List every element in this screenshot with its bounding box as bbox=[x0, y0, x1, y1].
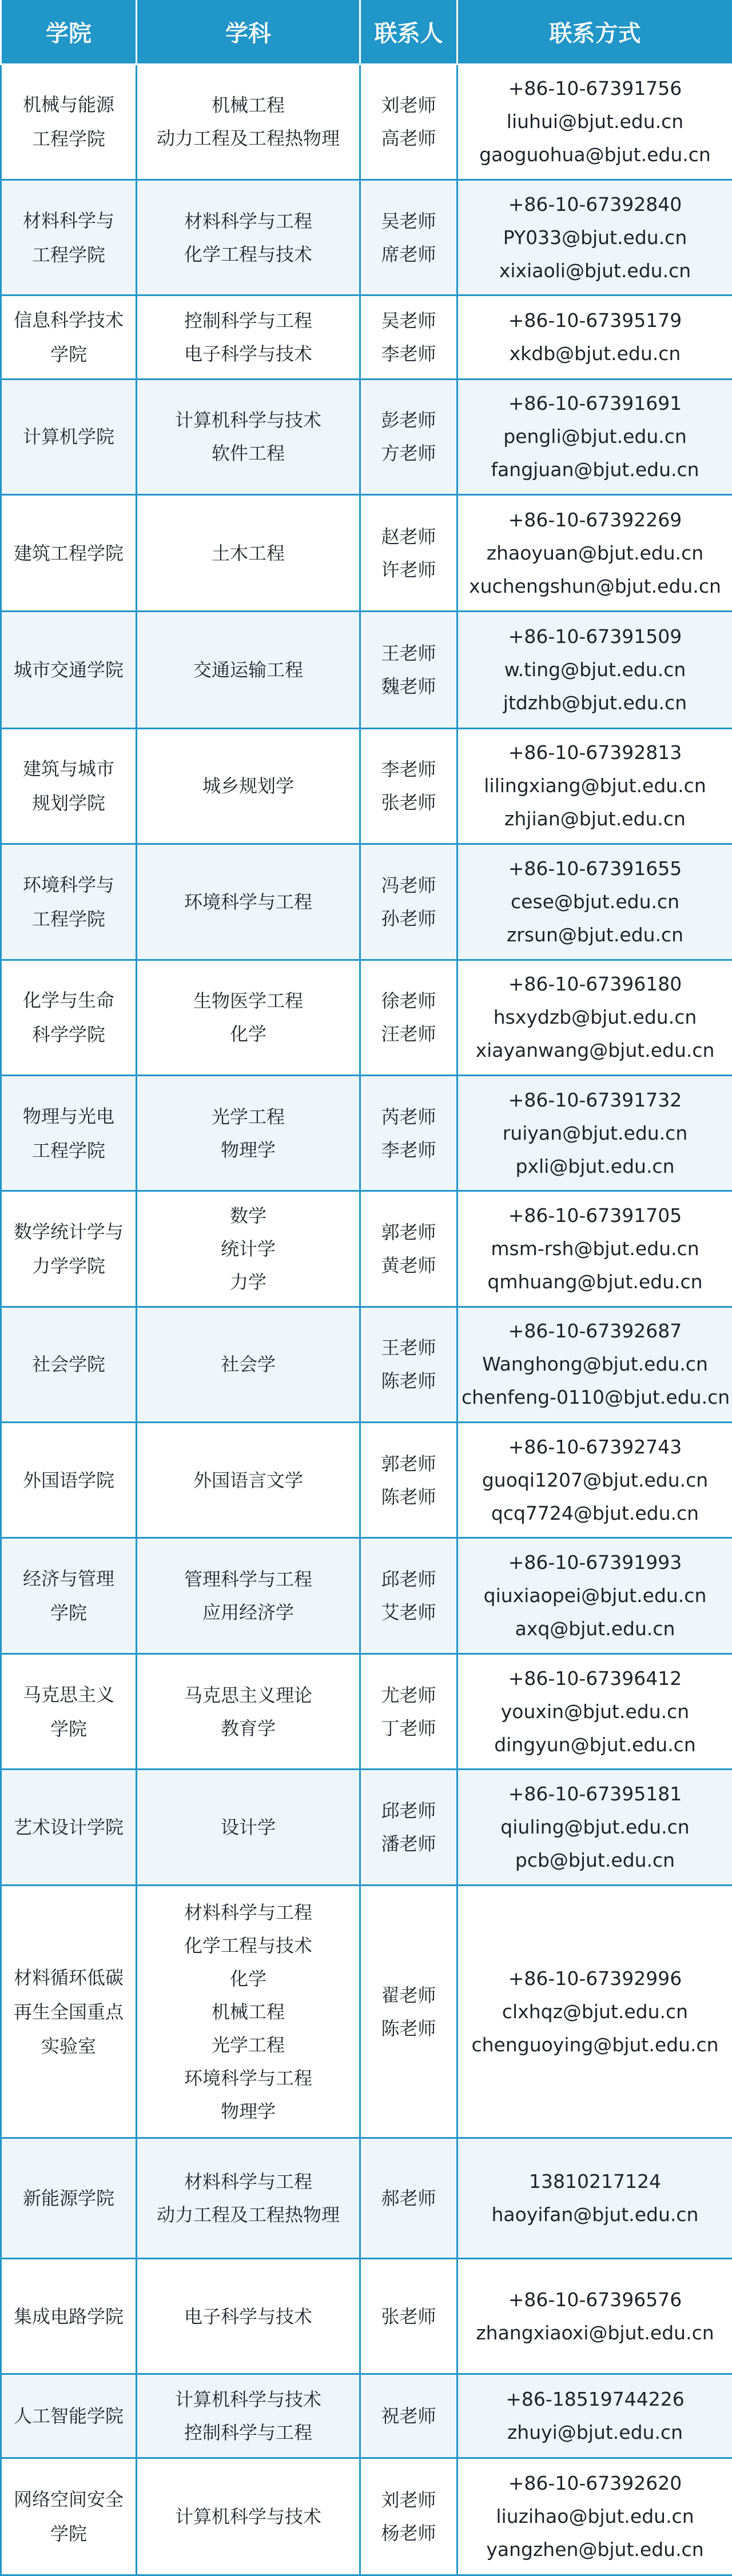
discipline-line: 社会学 bbox=[220, 1353, 276, 1376]
contact-method-line: +86-10-67391655 bbox=[508, 857, 682, 880]
contact-method-line: +86-10-67395181 bbox=[508, 1782, 682, 1805]
college-line: 新能源学院 bbox=[22, 2187, 114, 2210]
college-line: 工程学院 bbox=[31, 128, 105, 150]
college-line: 物理与光电 bbox=[22, 1105, 114, 1127]
college-line: 集成电路学院 bbox=[13, 2305, 124, 2327]
contact-method-line: yangzhen@bjut.edu.cn bbox=[486, 2538, 704, 2561]
table-row bbox=[1, 179, 732, 295]
contact-method-cell bbox=[458, 1423, 732, 1538]
college-cell bbox=[1, 1191, 137, 1307]
discipline-line: 软件工程 bbox=[211, 442, 285, 465]
contact-person-cell bbox=[360, 379, 458, 494]
contact-person-line: 杨老师 bbox=[381, 2522, 436, 2544]
contact-method-cell bbox=[458, 1770, 732, 1885]
college-line: 规划学院 bbox=[31, 792, 105, 814]
discipline-line: 外国语言文学 bbox=[193, 1469, 303, 1491]
college-cell bbox=[1, 379, 137, 494]
contact-method-line: +86-18519744226 bbox=[506, 2387, 685, 2410]
discipline-line: 动力工程及工程热物理 bbox=[156, 2204, 340, 2226]
contact-method-line: pengli@bjut.edu.cn bbox=[503, 425, 687, 448]
college-line: 工程学院 bbox=[31, 1139, 105, 1161]
college-line: 马克思主义 bbox=[22, 1683, 114, 1706]
college-line: 学院 bbox=[50, 343, 87, 365]
discipline-line: 物理学 bbox=[220, 2100, 276, 2122]
contact-method-line: zhangxiaoxi@bjut.edu.cn bbox=[476, 2321, 714, 2344]
discipline-cell bbox=[137, 1538, 360, 1654]
table-header bbox=[1, 0, 732, 64]
contact-person-line: 郝老师 bbox=[381, 2187, 436, 2210]
contact-person-cell bbox=[360, 960, 458, 1075]
college-line: 学院 bbox=[50, 1602, 87, 1624]
header-contact-person: 联系人 bbox=[360, 0, 458, 64]
college-cell bbox=[1, 1770, 137, 1885]
table-row bbox=[1, 612, 732, 728]
contact-person-line: 高老师 bbox=[381, 127, 436, 150]
college-line: 计算机学院 bbox=[22, 426, 114, 448]
discipline-line: 化学工程与技术 bbox=[184, 1934, 312, 1956]
contact-person-cell bbox=[360, 1885, 458, 2138]
contact-method-line: chenguoying@bjut.edu.cn bbox=[471, 2033, 719, 2056]
discipline-line: 计算机科学与技术 bbox=[174, 2505, 321, 2527]
contact-method-line: xiayanwang@bjut.edu.cn bbox=[475, 1039, 715, 1062]
table-row bbox=[1, 728, 732, 844]
contact-method-line: gaoguohua@bjut.edu.cn bbox=[479, 143, 711, 166]
table-row bbox=[1, 1885, 732, 2138]
discipline-cell bbox=[137, 2458, 360, 2575]
contact-person-cell bbox=[360, 295, 458, 379]
discipline-cell bbox=[137, 494, 360, 611]
table-row bbox=[1, 1538, 732, 1654]
contact-person-line: 邱老师 bbox=[381, 1568, 436, 1591]
contact-method-line: pcb@bjut.edu.cn bbox=[515, 1848, 675, 1871]
contact-person-cell bbox=[360, 2374, 458, 2458]
discipline-cell bbox=[137, 1075, 360, 1191]
contact-person-line: 潘老师 bbox=[381, 1832, 436, 1855]
discipline-line: 光学工程 bbox=[211, 2034, 285, 2056]
college-cell bbox=[1, 1538, 137, 1654]
contact-method-line: axq@bjut.edu.cn bbox=[515, 1618, 675, 1640]
contact-method-line: +86-10-67392996 bbox=[508, 1967, 682, 1990]
contact-method-cell bbox=[458, 1654, 732, 1769]
college-cell bbox=[1, 1307, 137, 1422]
table-row bbox=[1, 2374, 732, 2458]
contact-method-line: qcq7724@bjut.edu.cn bbox=[491, 1501, 699, 1524]
table-row bbox=[1, 960, 732, 1075]
table-body bbox=[1, 64, 732, 2575]
contact-method-line: liuzihao@bjut.edu.cn bbox=[496, 2505, 694, 2527]
college-line: 力学学院 bbox=[31, 1255, 105, 1277]
contact-method-line: +86-10-67395179 bbox=[508, 309, 682, 332]
contact-method-cell bbox=[458, 179, 732, 295]
contact-method-cell bbox=[458, 2458, 732, 2575]
discipline-cell bbox=[137, 1191, 360, 1307]
college-cell bbox=[1, 728, 137, 844]
contact-person-line: 王老师 bbox=[381, 642, 436, 665]
discipline-line: 动力工程及工程热物理 bbox=[156, 127, 340, 150]
table-row bbox=[1, 1654, 732, 1769]
contact-person-line: 彭老师 bbox=[381, 409, 436, 432]
contact-method-line: +86-10-67392687 bbox=[508, 1320, 682, 1343]
discipline-line: 教育学 bbox=[220, 1717, 276, 1739]
table-row bbox=[1, 379, 732, 494]
contact-method-cell bbox=[458, 64, 732, 179]
discipline-line: 电子科学与技术 bbox=[184, 342, 312, 365]
contact-person-cell bbox=[360, 179, 458, 295]
discipline-line: 材料科学与工程 bbox=[184, 210, 312, 232]
college-line: 信息科学技术 bbox=[13, 309, 124, 331]
contact-method-line: zhjian@bjut.edu.cn bbox=[504, 808, 686, 830]
contact-method-line: cese@bjut.edu.cn bbox=[510, 890, 680, 913]
contact-method-line: guoqi1207@bjut.edu.cn bbox=[482, 1468, 709, 1491]
discipline-line: 马克思主义理论 bbox=[184, 1684, 312, 1706]
contact-method-line: +86-10-67396576 bbox=[508, 2288, 682, 2311]
college-line: 工程学院 bbox=[31, 243, 105, 266]
contact-person-line: 李老师 bbox=[381, 1139, 436, 1161]
contact-method-cell bbox=[458, 728, 732, 844]
contact-method-cell bbox=[458, 612, 732, 728]
contact-method-line: +86-10-67391691 bbox=[508, 392, 682, 415]
table-row bbox=[1, 494, 732, 611]
contact-method-line: qiuxiaopei@bjut.edu.cn bbox=[483, 1584, 707, 1607]
contact-person-line: 席老师 bbox=[381, 243, 436, 265]
contact-person-line: 张老师 bbox=[381, 2305, 436, 2327]
contact-person-cell bbox=[360, 1075, 458, 1191]
discipline-line: 环境科学与工程 bbox=[184, 2067, 312, 2089]
discipline-line: 材料科学与工程 bbox=[184, 1901, 312, 1923]
college-line: 工程学院 bbox=[31, 908, 105, 930]
college-line: 再生全国重点 bbox=[13, 2000, 124, 2023]
contact-method-line: +86-10-67391509 bbox=[508, 625, 682, 648]
contact-method-cell bbox=[458, 2138, 732, 2258]
contact-method-cell bbox=[458, 1307, 732, 1422]
discipline-line: 化学工程与技术 bbox=[184, 243, 312, 265]
college-line: 实验室 bbox=[41, 2035, 96, 2057]
contact-person-line: 郭老师 bbox=[381, 1221, 436, 1243]
college-line: 人工智能学院 bbox=[13, 2405, 124, 2427]
contact-person-line: 艾老师 bbox=[381, 1601, 436, 1624]
contact-method-line: +86-10-67391993 bbox=[508, 1551, 682, 1574]
contact-method-line: +86-10-67396412 bbox=[508, 1667, 682, 1690]
college-cell bbox=[1, 2258, 137, 2374]
contact-person-line: 翟老师 bbox=[381, 1984, 436, 2006]
contact-person-line: 刘老师 bbox=[381, 2489, 436, 2511]
college-line: 环境科学与 bbox=[22, 873, 114, 896]
contact-method-line: 13810217124 bbox=[529, 2170, 661, 2193]
discipline-line: 机械工程 bbox=[211, 2000, 285, 2023]
contact-person-line: 祝老师 bbox=[381, 2405, 436, 2427]
contact-person-line: 冯老师 bbox=[381, 874, 436, 896]
contact-person-cell bbox=[360, 1654, 458, 1769]
table-row bbox=[1, 1423, 732, 1538]
contact-method-cell bbox=[458, 379, 732, 494]
contact-person-line: 李老师 bbox=[381, 342, 436, 365]
discipline-line: 物理学 bbox=[220, 1139, 276, 1161]
college-line: 学院 bbox=[50, 1718, 87, 1740]
discipline-cell bbox=[137, 179, 360, 295]
contact-person-line: 吴老师 bbox=[381, 210, 436, 232]
college-line: 艺术设计学院 bbox=[13, 1816, 124, 1838]
discipline-cell bbox=[137, 728, 360, 844]
contact-person-line: 徐老师 bbox=[381, 990, 436, 1012]
contact-method-line: youxin@bjut.edu.cn bbox=[500, 1700, 690, 1723]
table-row bbox=[1, 1191, 732, 1307]
contact-method-line: +86-10-67392840 bbox=[508, 193, 682, 215]
contact-method-line: qmhuang@bjut.edu.cn bbox=[487, 1270, 703, 1293]
discipline-line: 管理科学与工程 bbox=[184, 1568, 312, 1591]
college-line: 材料循环低碳 bbox=[13, 1966, 124, 1988]
discipline-line: 统计学 bbox=[220, 1237, 276, 1260]
header-college: 学院 bbox=[1, 0, 137, 64]
contact-person-line: 芮老师 bbox=[381, 1105, 436, 1128]
contact-person-line: 刘老师 bbox=[381, 94, 436, 117]
table-row bbox=[1, 1307, 732, 1422]
contact-method-line: pxli@bjut.edu.cn bbox=[515, 1155, 675, 1177]
contact-method-cell bbox=[458, 1885, 732, 2138]
table-row bbox=[1, 1075, 732, 1191]
contact-method-line: qiuling@bjut.edu.cn bbox=[500, 1815, 690, 1838]
contact-person-line: 魏老师 bbox=[381, 676, 436, 698]
contact-method-line: zhaoyuan@bjut.edu.cn bbox=[486, 541, 704, 564]
contact-method-line: +86-10-67391756 bbox=[508, 77, 682, 100]
contact-method-line: +86-10-67392620 bbox=[508, 2471, 682, 2494]
header-contact-method: 联系方式 bbox=[458, 0, 732, 64]
contact-method-line: +86-10-67396180 bbox=[508, 973, 682, 996]
table-row bbox=[1, 844, 732, 960]
contact-person-line: 郭老师 bbox=[381, 1452, 436, 1475]
discipline-line: 应用经济学 bbox=[202, 1601, 294, 1624]
discipline-cell bbox=[137, 1307, 360, 1422]
contact-person-cell bbox=[360, 612, 458, 728]
college-cell bbox=[1, 1075, 137, 1191]
contact-method-line: zrsun@bjut.edu.cn bbox=[506, 923, 684, 946]
contact-method-line: clxhqz@bjut.edu.cn bbox=[502, 2000, 689, 2023]
contact-method-line: msm-rsh@bjut.edu.cn bbox=[491, 1237, 699, 1260]
contact-person-cell bbox=[360, 64, 458, 179]
college-line: 建筑与城市 bbox=[22, 758, 114, 780]
college-line: 材料科学与 bbox=[22, 209, 114, 231]
contact-person-cell bbox=[360, 1770, 458, 1885]
discipline-line: 控制科学与工程 bbox=[184, 309, 312, 332]
contact-person-cell bbox=[360, 494, 458, 611]
contact-person-line: 黄老师 bbox=[381, 1254, 436, 1276]
college-line: 网络空间安全 bbox=[13, 2488, 124, 2510]
contact-method-line: PY033@bjut.edu.cn bbox=[503, 226, 687, 249]
college-cell bbox=[1, 494, 137, 611]
contact-method-line: +86-10-67392813 bbox=[508, 741, 682, 764]
contact-method-line: xuchengshun@bjut.edu.cn bbox=[469, 574, 721, 597]
header-row bbox=[1, 0, 732, 64]
contact-person-line: 陈老师 bbox=[381, 2017, 436, 2039]
contact-method-cell bbox=[458, 1075, 732, 1191]
discipline-cell bbox=[137, 612, 360, 728]
college-line: 建筑工程学院 bbox=[13, 542, 124, 564]
contact-method-line: liuhui@bjut.edu.cn bbox=[506, 110, 684, 133]
college-line: 学院 bbox=[50, 2522, 87, 2545]
college-cell bbox=[1, 179, 137, 295]
college-cell bbox=[1, 2458, 137, 2575]
contact-person-cell bbox=[360, 2138, 458, 2258]
contact-person-line: 方老师 bbox=[381, 442, 436, 465]
contact-method-cell bbox=[458, 2374, 732, 2458]
contact-person-line: 赵老师 bbox=[381, 525, 436, 548]
contact-method-line: w.ting@bjut.edu.cn bbox=[504, 658, 686, 681]
contact-method-cell bbox=[458, 295, 732, 379]
discipline-cell bbox=[137, 64, 360, 179]
table-row bbox=[1, 1770, 732, 1885]
discipline-cell bbox=[137, 1423, 360, 1538]
discipline-cell bbox=[137, 379, 360, 494]
college-cell bbox=[1, 1423, 137, 1538]
contact-method-line: fangjuan@bjut.edu.cn bbox=[491, 458, 699, 481]
contact-person-line: 张老师 bbox=[381, 792, 436, 814]
contact-person-line: 许老师 bbox=[381, 558, 436, 581]
college-line: 科学学院 bbox=[31, 1024, 105, 1046]
contact-person-cell bbox=[360, 2258, 458, 2374]
contact-method-line: xkdb@bjut.edu.cn bbox=[509, 342, 681, 365]
college-cell bbox=[1, 2138, 137, 2258]
discipline-cell bbox=[137, 2258, 360, 2374]
discipline-cell bbox=[137, 960, 360, 1075]
college-cell bbox=[1, 1885, 137, 2138]
contact-method-cell bbox=[458, 494, 732, 611]
discipline-cell bbox=[137, 1770, 360, 1885]
college-line: 数学统计学与 bbox=[13, 1220, 124, 1243]
contact-method-cell bbox=[458, 844, 732, 960]
college-cell bbox=[1, 295, 137, 379]
contact-method-cell bbox=[458, 1538, 732, 1654]
discipline-cell bbox=[137, 844, 360, 960]
contact-method-line: +86-10-67391705 bbox=[508, 1204, 682, 1227]
contact-person-cell bbox=[360, 1307, 458, 1422]
college-cell bbox=[1, 1654, 137, 1769]
discipline-line: 生物医学工程 bbox=[193, 990, 303, 1012]
discipline-line: 化学 bbox=[229, 1967, 266, 1990]
college-cell bbox=[1, 2374, 137, 2458]
table-row bbox=[1, 64, 732, 179]
contact-method-cell bbox=[458, 2258, 732, 2374]
contact-person-line: 汪老师 bbox=[381, 1023, 436, 1045]
college-cell bbox=[1, 64, 137, 179]
discipline-cell bbox=[137, 2138, 360, 2258]
college-line: 社会学院 bbox=[31, 1353, 105, 1376]
contact-person-cell bbox=[360, 1423, 458, 1538]
contact-person-line: 陈老师 bbox=[381, 1485, 436, 1508]
college-cell bbox=[1, 844, 137, 960]
contact-method-line: jtdzhb@bjut.edu.cn bbox=[503, 692, 687, 714]
contact-method-line: haoyifan@bjut.edu.cn bbox=[491, 2203, 699, 2226]
discipline-line: 计算机科学与技术 bbox=[174, 409, 321, 432]
discipline-line: 环境科学与工程 bbox=[184, 890, 312, 913]
table-row bbox=[1, 295, 732, 379]
contact-person-line: 孙老师 bbox=[381, 907, 436, 929]
discipline-cell bbox=[137, 1885, 360, 2138]
table-row bbox=[1, 2138, 732, 2258]
contact-person-line: 邱老师 bbox=[381, 1799, 436, 1822]
contact-method-line: lilingxiang@bjut.edu.cn bbox=[484, 774, 706, 797]
discipline-line: 光学工程 bbox=[211, 1105, 285, 1128]
contact-person-line: 吴老师 bbox=[381, 309, 436, 332]
contact-method-line: xixiaoli@bjut.edu.cn bbox=[499, 259, 691, 282]
discipline-line: 控制科学与工程 bbox=[184, 2421, 312, 2443]
contact-person-cell bbox=[360, 844, 458, 960]
contact-person-cell bbox=[360, 728, 458, 844]
discipline-cell bbox=[137, 295, 360, 379]
college-line: 城市交通学院 bbox=[13, 659, 124, 681]
discipline-line: 材料科学与工程 bbox=[184, 2171, 312, 2193]
discipline-line: 计算机科学与技术 bbox=[174, 2388, 321, 2410]
contact-method-cell bbox=[458, 1191, 732, 1307]
college-cell bbox=[1, 612, 137, 728]
contact-method-line: +86-10-67392269 bbox=[508, 508, 682, 531]
discipline-line: 化学 bbox=[229, 1023, 266, 1045]
discipline-line: 设计学 bbox=[220, 1816, 276, 1838]
contact-method-line: +86-10-67391732 bbox=[508, 1088, 682, 1111]
discipline-line: 机械工程 bbox=[211, 94, 285, 117]
discipline-cell bbox=[137, 2374, 360, 2458]
discipline-line: 数学 bbox=[229, 1204, 266, 1227]
discipline-line: 电子科学与技术 bbox=[184, 2305, 312, 2327]
discipline-line: 交通运输工程 bbox=[193, 659, 303, 681]
discipline-cell bbox=[137, 1654, 360, 1769]
college-cell bbox=[1, 960, 137, 1075]
discipline-line: 力学 bbox=[229, 1271, 266, 1293]
college-line: 化学与生命 bbox=[22, 989, 114, 1012]
contact-person-line: 丁老师 bbox=[381, 1717, 436, 1739]
contact-person-cell bbox=[360, 1191, 458, 1307]
contact-person-cell bbox=[360, 2458, 458, 2575]
discipline-line: 土木工程 bbox=[211, 542, 285, 564]
contact-person-cell bbox=[360, 1538, 458, 1654]
table-row bbox=[1, 2458, 732, 2575]
contact-method-cell bbox=[458, 960, 732, 1075]
college-line: 经济与管理 bbox=[22, 1568, 114, 1590]
college-line: 外国语学院 bbox=[22, 1469, 114, 1491]
discipline-line: 城乡规划学 bbox=[202, 775, 294, 797]
contact-method-line: Wanghong@bjut.edu.cn bbox=[482, 1353, 708, 1376]
contact-person-line: 王老师 bbox=[381, 1337, 436, 1359]
header-discipline: 学科 bbox=[137, 0, 360, 64]
college-line: 机械与能源 bbox=[22, 94, 114, 116]
contact-method-line: ruiyan@bjut.edu.cn bbox=[502, 1121, 688, 1144]
contact-person-line: 李老师 bbox=[381, 758, 436, 781]
contact-method-line: dingyun@bjut.edu.cn bbox=[494, 1733, 696, 1756]
table-row bbox=[1, 2258, 732, 2374]
contact-method-line: zhuyi@bjut.edu.cn bbox=[507, 2421, 683, 2443]
contact-person-line: 陈老师 bbox=[381, 1370, 436, 1392]
contact-method-line: +86-10-67392743 bbox=[508, 1435, 682, 1458]
contact-person-line: 尤老师 bbox=[381, 1684, 436, 1706]
contact-method-line: chenfeng-0110@bjut.edu.cn bbox=[462, 1386, 730, 1409]
contact-method-line: hsxydzb@bjut.edu.cn bbox=[493, 1006, 697, 1029]
